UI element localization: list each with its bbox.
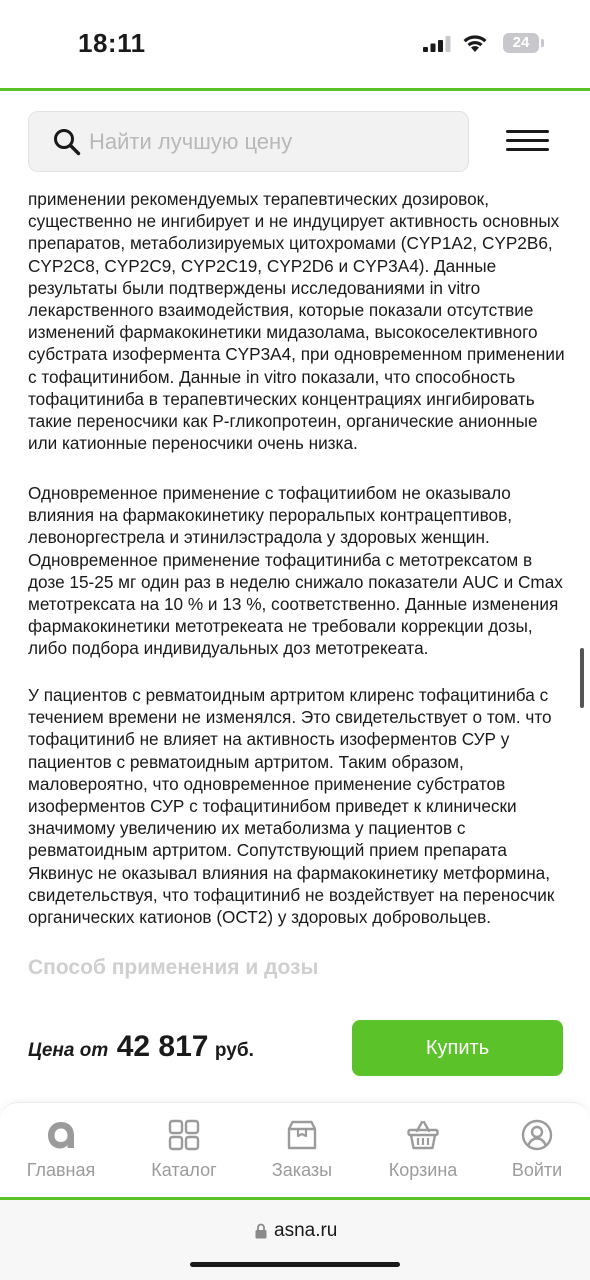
status-time: 18:11 [78, 28, 146, 58]
section-heading-dosage[interactable]: Способ применения и дозы [28, 956, 319, 979]
status-bar [0, 0, 590, 88]
price-currency: руб. [214, 1040, 254, 1061]
article-paragraph-3: У пациентов с ревматоидным артритом клиренс тофацитиниба с течением времени не изменялся. Это свидетельствует о том. что тофацитиниб не влияет на активность изоферментов СУР у пациентов с ревматоидным артритом. Таким образом, маловероятно, что одновременное применение субстратов изоферментов СУР с тофацитинибом приведет к клинически значимому увеличению их метаболизма у пациентов с ревматоидным артритом. Сопутствующий прием препарата Яквинус не оказывал влияния на фармакокинетику метформина, свидетельствуя, что тофацитиниб не воздействует на переносчик органических катионов (ОСТ2) у здоровых добровольцев. [28, 685, 555, 928]
nav-label-catalog: Каталог [151, 1160, 217, 1180]
price-value: 42 817 [116, 1030, 209, 1063]
nav-label-home: Главная [26, 1160, 96, 1180]
nav-label-login: Войти [511, 1160, 563, 1180]
search-input[interactable] [89, 122, 459, 162]
price-label: Цена от [28, 1040, 109, 1061]
nav-item-login[interactable] [488, 1103, 586, 1199]
search-icon [53, 128, 81, 156]
nav-item-cart[interactable] [374, 1103, 472, 1199]
nav-item-home[interactable] [12, 1103, 110, 1199]
hamburger-menu-icon[interactable] [506, 130, 549, 152]
scrollbar-thumb[interactable] [580, 648, 584, 708]
logo-a-icon [45, 1119, 77, 1151]
user-icon [521, 1119, 553, 1151]
box-icon [286, 1119, 318, 1151]
search-box[interactable] [28, 111, 469, 172]
price-block [28, 1030, 254, 1070]
header-accent-line [0, 88, 590, 91]
url-text: asna.ru [274, 1220, 338, 1241]
article-paragraph-1: применении рекомендуемых терапевтических дозировок, существенно не ингибирует и не индуцирует активность основных препаратов, метаболизируемых цитохромами (CYP1A2, CYP2B6, CYP2C8, CYP2C9, CYP2C19, CYP2D6 и CYP3A4). Данные результаты были подтверждены исследованиями in vitro лекарственного взаимодействия, которые показали отсутствие изменений фармакокинетики мидазолама, высокоселективного субстрата изофермента CYP3A4, при одновременном применении с тофацитинибом. Данные in vitro показали, что способность тофацитиниба в терапевтических концентрациях ингибировать такие переносчики как P-гликопротеин, органические анионные или катионные переносчики очень низка. [28, 189, 565, 454]
nav-label-cart: Корзина [388, 1160, 458, 1180]
home-indicator[interactable] [190, 1262, 400, 1267]
nav-item-catalog[interactable] [135, 1103, 233, 1199]
browser-url-bar[interactable] [0, 1200, 590, 1280]
bottom-navigation [0, 1102, 590, 1198]
nav-item-orders[interactable] [253, 1103, 351, 1199]
battery-tip [541, 39, 544, 47]
wifi-icon [462, 33, 488, 53]
lock-icon [255, 1223, 267, 1239]
nav-label-orders: Заказы [271, 1160, 333, 1180]
cellular-signal-icon [423, 36, 451, 52]
buy-button[interactable]: Купить [352, 1020, 563, 1076]
battery-icon: 24 [503, 33, 539, 53]
article-paragraph-2: Одновременное применение с тофацитиибом не оказывало влияния на фармакокинетику пероральпых контрацептивов, левоноргестрела и этинилэстрадола у здоровых женщин. Одновременное применение тофацитиниба с метотрексатом в дозе 15-25 мг один раз в неделю снижало показатели AUC и Cmax метотрексата на 10 % и 13 %, соответственно. Данные изменения фармакокинетики метотрекеата не требовали коррекции дозы, либо подбора индивидуальных доз метотрекеата. [28, 483, 563, 659]
basket-icon [407, 1119, 439, 1151]
grid-icon [168, 1119, 200, 1151]
